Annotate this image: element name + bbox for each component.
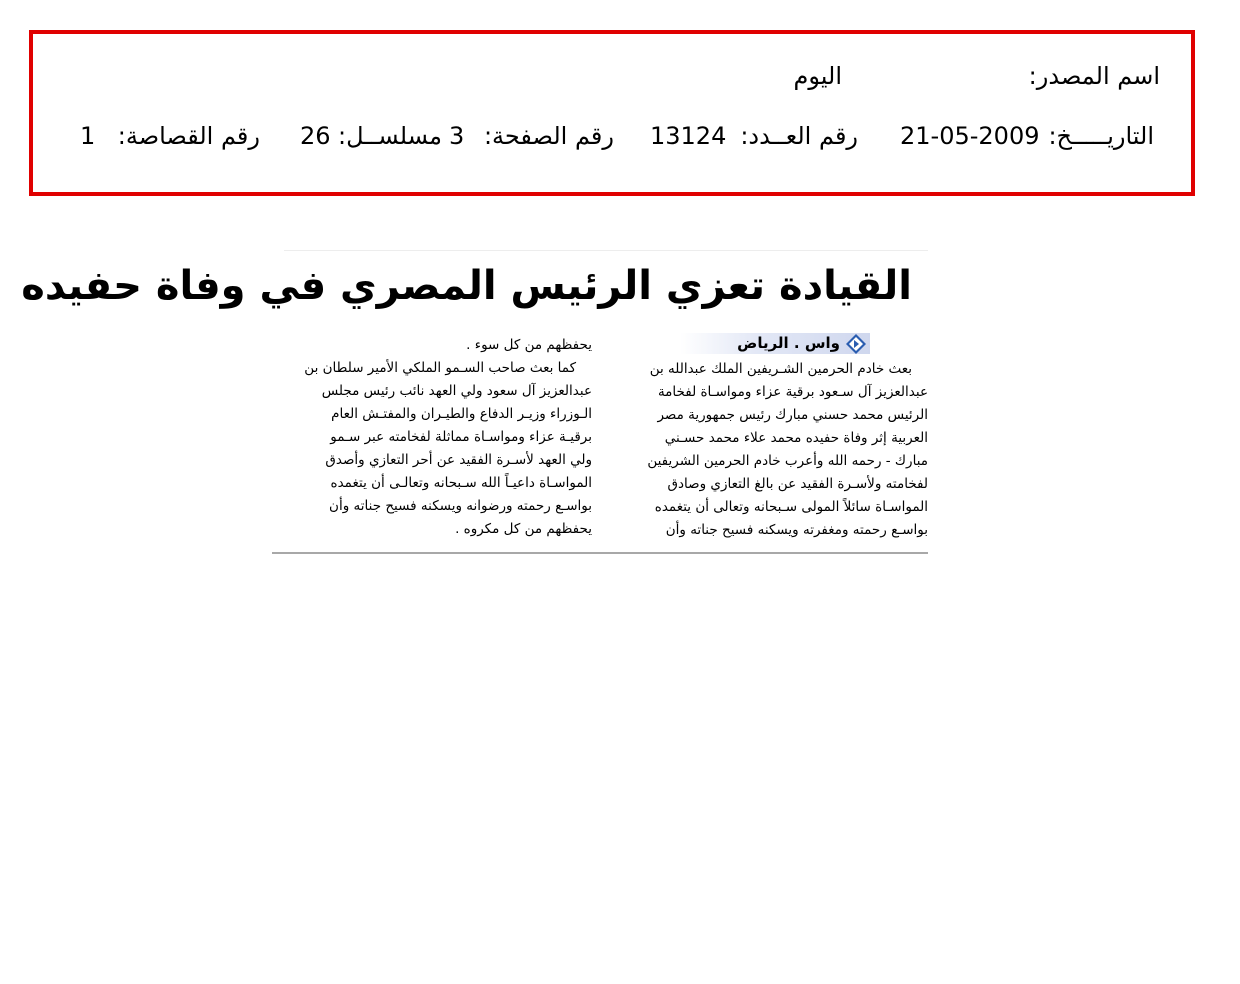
article-line: مبارك - رحمه الله وأعرب خادم الحرمين الشريفين [647,453,928,469]
article-line: العربية إثر وفاة حفيده محمد علاء محمد حسـني [664,430,928,446]
serial-value: 26 [300,122,331,150]
article-line: عبدالعزيز آل سـعود برقية عزاء ومواسـاة لفخامة [657,384,928,400]
article-line: يحفظهم من كل مكروه . [455,521,592,537]
article-line: بعث خادم الحرمين الشـريفين الملك عبدالله بن [649,361,912,377]
page-label: رقم الصفحة: [483,122,614,150]
source-label: اسم المصدر: [1028,62,1160,90]
metadata-frame [29,30,1195,196]
article-line: كما بعث صاحب السـمو الملكي الأمير سلطان بن [304,360,576,376]
article-line: المواسـاة داعيـاً الله سـبحانه وتعالـى أن يتغمده [330,475,592,491]
clipping-top-rule [284,250,928,251]
article-line: المواسـاة سائلاً المولى سـبحانه وتعالى أن يتغمده [654,499,928,515]
article-column-right [618,358,928,542]
clipping-bottom-rule [272,552,928,554]
article-line: لفخامته ولأسـرة الفقيد عن بالغ التعازي وصادق [667,476,928,492]
issue-value: 13124 [650,122,727,150]
article-column-left [282,334,592,541]
article-line: بواسـع رحمته ورضوانه ويسكنه فسيح جناته وأن [329,498,592,514]
issue-label: رقم العــدد: [740,122,858,150]
diamond-arrow-icon [846,334,866,354]
newspaper-clipping [21,250,928,555]
article-line: الـوزراء وزيـر الدفاع والطيـران والمفتـش العام [331,406,592,422]
article-line: الرئيس محمد حسني مبارك رئيس جمهورية مصر [657,407,928,423]
article-headline: القيادة تعزي الرئيس المصري في وفاة حفيده [21,263,912,309]
article-line: برقيـة عزاء ومواسـاة مماثلة لفخامته عبر سـمو [330,429,592,445]
page-value: 3 [449,122,465,150]
source-value: اليوم [793,62,842,90]
clip-value: 1 [80,122,96,150]
serial-label: مسلســل: [338,122,442,150]
date-label: التاريـــــخ: [1048,122,1154,150]
clip-label: رقم القصاصة: [117,122,260,150]
article-line: عبدالعزيز آل سعود ولي العهد نائب رئيس مجلس [321,383,592,399]
article-line: ولي العهد لأسـرة الفقيد عن أحر التعازي وأصدق [325,452,592,468]
article-line: بواسـع رحمته ومغفرته ويسكنه فسيح جناته وأن [665,522,928,538]
article-byline: واس . الرياض [737,334,840,352]
date-value: 21-05-2009 [900,122,1040,150]
article-line: يحفظهم من كل سوء . [466,337,592,353]
